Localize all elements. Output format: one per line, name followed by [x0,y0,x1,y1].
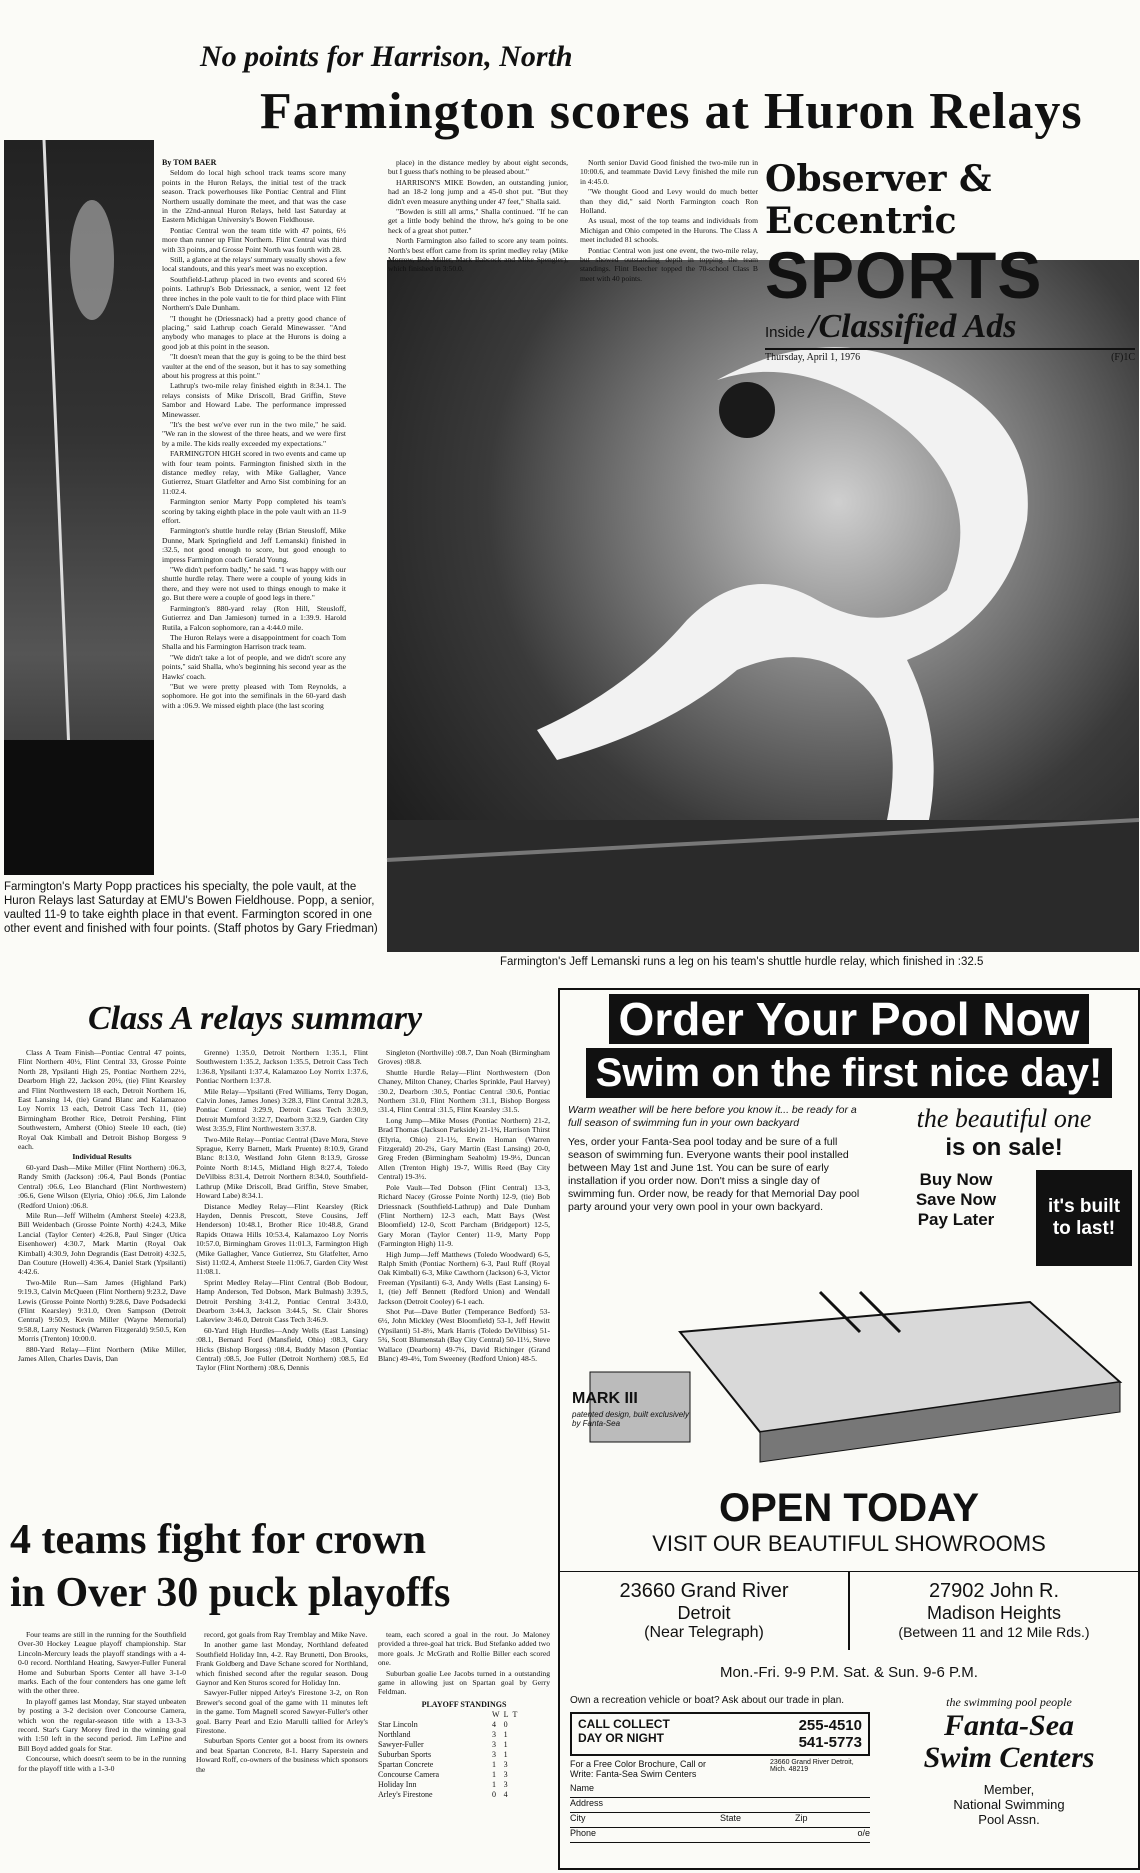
col-t: T [512,1710,518,1720]
result-entry: High Jump—Jeff Matthews (Toledo Woodward) 6-5, Ralph Smith (Pontiac Northern) 6-3, Paul Ruff (Royal Oak Kimball) 6-3, Mike Cawthorn (Jackson) 6-3, Victor Freeman (Ypsilanti) 6-3, Andy Wells (East Lansing) 6-1, (tie) Jeff Bennett (Redford Union) and Wendall Jackson (Detroit Cooley) 6-1 each. [378,1249,550,1306]
table-row [378,1780,521,1790]
result-entry: Shuttle Hurdle Relay—Flint Northwestern (Don Chaney, Milton Chaney, Charles Sprinkle, Paul Harvey) :30.2, Dearborn :30.5, Pontiac Central :30.6, Pontiac Northern :31.0, Flint Northern :31.1, Bishop Borgess :31.4, Flint Central :31.5, Flint Kearsley :31.5. [378,1067,550,1115]
hockey-headline-2: in Over 30 puck playoffs [10,1570,451,1616]
ties [512,1730,521,1740]
ties [512,1720,521,1730]
form-zip[interactable]: Zip [795,1813,808,1823]
summary-title: Class A relays summary [88,1000,423,1037]
hockey-column-1 [18,1630,186,1870]
ties [512,1790,521,1800]
wins: 1 [492,1760,496,1770]
standings-table [378,1710,521,1800]
form-phone[interactable]: Phone [570,1828,597,1838]
hockey-paragraph: Suburban goalie Lee Jacobs turned in a outstanding game in allowing just on Spartan goal by Gerry Feldman. [378,1668,550,1697]
story-column-1 [162,158,346,953]
popp-caption: Farmington's Marty Popp practices his specialty, the pole vault, at the Huron Relays last Saturday at EMU's Bowen Fieldhouse. Popp, a senior, vaulted 11-9 to take eighth place in that event. Farmington scored in one other event and finished with four points. (Staff photos by Gary Friedman) [4,881,378,935]
story-paragraph: "We thought Good and Levy would do much better than they did," said North Farmington coach Ron Holland. [580,187,758,216]
team-name: Holiday Inn [378,1780,417,1790]
result-entry: Sprint Medley Relay—Flint Central (Bob Bodour, Hamp Anderson, Ted Dobson, Mark Bulmash) 3:39.5, Detroit Pershing 3:41.2, Pontiac Central 3:43.0, Dearborn 3:44.3, Jackson 3:44.5, St. Clair Shores Lakeview 3:46.0, Detroit Cass Tech 3:46.9. [196,1277,368,1325]
visit-showrooms: VISIT OUR BEAUTIFUL SHOWROOMS [652,1531,1046,1556]
built-to-last-badge: it's built to last! [1036,1170,1132,1266]
team-finish: Class A Team Finish—Pontiac Central 47 points, Flint Northern 40½, Flint Central 33, Grosse Pointe North 28, Ypsilanti High 25, Pontiac Northern 22½, Dearborn High 22, Jackson 20½, (tie) Flint Kearsley and Flint Northwestern 18 each, Detroit Northern 16, East Lansing 14, (tie) Grand Blanc and Kalamazoo Loy Norrix 13 each, Detroit Cass Tech 11, (tie) Birmingham Brother Rice, Detroit Pershing, Flint Southwestern, Amherst (Ohio) Steele 10 each, (tie) Royal Oak Kimball and Detroit Bishop Borgess 9 each. [18,1048,186,1152]
story-paragraph: Farmington senior Marty Popp completed his team's scoring by taking eighth place in the pole vault with an 11-9 effort. [162,497,346,526]
team-name: Star Lincoln [378,1720,418,1730]
story-paragraph: The Huron Relays were a disappointment for coach Tom Shalla and his Farmington Harrison track team. [162,632,346,652]
hockey-paragraph: Concourse, which doesn't seem to be in the running for the playoff title with a 1-3-0 [18,1754,186,1773]
paper-name: Observer & Eccentric [765,158,992,242]
on-sale-label: is on sale! [945,1134,1063,1161]
pole-vault-figure [4,140,154,875]
story-paragraph: North Farmington also failed to score any team points. North's best effort came from its sprint medley relay (Mike Morrow, Bob Miller, Mark Babcock and Mike Spengler), which finished in 3:50.0. [388,236,568,274]
losses: 0 [503,1720,508,1730]
losses: 1 [503,1750,508,1760]
story-paragraph: HARRISON'S MIKE Bowden, an outstanding junior, had an 18-2 long jump and a 45-0 shot put. "But they didn't even measure anything under 47 feet," Shalla said. [388,177,568,206]
pay-later-label: Pay Later [917,1210,995,1229]
ties [512,1740,521,1750]
standings-title: PLAYOFF STANDINGS [421,1699,507,1709]
page-number: (F)1C [1111,352,1135,363]
wins: 1 [492,1770,496,1780]
ad-headline-1: Order Your Pool Now [609,994,1090,1044]
store-hours: Mon.-Fri. 9-9 P.M. Sat. & Sun. 9-6 P.M. [720,1664,978,1681]
location-2-note: (Between 11 and 12 Mile Rds.) [898,1624,1090,1640]
hockey-paragraph: Suburban Sports Center got a boost from its owners and beat Spartan Concrete, 8-1. Harry Saperstein and Howard Roff, co-owners of the business which sponsors the [196,1736,368,1774]
brand-name-2: Swim Centers [923,1741,1095,1774]
wins: 4 [492,1720,496,1730]
trade-in-note: Own a recreation vehicle or boat? Ask about our trade in plan. [570,1695,845,1706]
losses: 4 [503,1790,508,1800]
byline: By TOM BAER [162,158,217,167]
member-line-3: Pool Assn. [978,1812,1040,1827]
inside-label: Inside [765,324,806,341]
phone-2: 541-5773 [798,1734,862,1751]
table-row [378,1760,521,1770]
hockey-paragraph: team, each scored a goal in the rout. Jo Maloney provided a three-goal hat trick. Bud Stefanko added two more goals. Jc McGrath and Rollie Biller each scored one. [378,1630,550,1668]
hockey-paragraph: In another game last Monday, Northland defeated Southfield Holiday Inn, 4-2. Ray Brunetti, Don Brooks, Frank Goldberg and Dave Schane scored for Northland, which finished second after the regular season. Doug Gaynor and Ken Sturos scored for Holiday Inn. [196,1640,368,1688]
hockey-paragraph: record, got goals from Ray Tremblay and Mike Nave. [204,1630,368,1639]
ad-headline-2: Swim on the first nice day! [586,1048,1113,1098]
brochure-address: 23660 Grand River Detroit, Mich. 48219 [770,1759,854,1773]
team-name: Concourse Camera [378,1770,440,1780]
phone-1: 255-4510 [798,1717,862,1734]
team-name: Arley's Firestone [378,1790,433,1800]
wins: 3 [492,1750,496,1760]
hockey-column-3 [378,1630,550,1870]
story-paragraph: As usual, most of the top teams and individuals from Michigan and Ohio competed in the Hurons. The Class A meet included 81 schools. [580,216,758,245]
losses: 3 [503,1760,508,1770]
col-l: L [503,1710,509,1720]
hurdle-photo [387,260,1139,952]
form-address[interactable]: Address [570,1798,870,1813]
col-w: W [492,1710,500,1720]
result-entry: Grenne) 1:35.0, Detroit Northern 1:35.1, Flint Southwestern 1:35.2, Jackson 1:35.5, Detroit Cass Tech 1:36.8, Ypsilanti 1:37.4, Kalamazoo Loy Norrix 1:37.6, Pontiac Northern 1:37.8. [196,1048,368,1086]
result-entry: Long Jump—Mike Moses (Pontiac Northern) 21-2, Brad Thomas (Jackson Parkside) 21-1¾, Harrison Thirst (Elyria, Ohio) 21-1½, Erwin Homan (Warren Fitzgerald) 20-2¼, Gary Martin (East Lansing) 20-0, Greg Freden (Birmingham Seaholm) 19-9½, Duncan Allen (Trenton High) 19-7, Willis Reed (Bay City Central) 19-3½. [378,1115,550,1182]
result-entry: Pole Vault—Ted Dobson (Flint Central) 13-3, Richard Nacey (Grosse Pointe North) 12-9, (tie) Bob Driessnack (Southfield-Lathrup) and Dale Dunham (Flint Northern) 12-3 each, Matt Bays (West Bloomfield) 12-0, Scott Parcham (Bridgeport) 12-5, Gary Moran (Taylor Center) 11-9, Marty Popp (Farmington High) 11-9. [378,1182,550,1249]
call-collect: CALL COLLECT [578,1717,670,1731]
coupon-form [570,1783,870,1843]
result-entry: Mile Relay—Ypsilanti (Fred Williams, Terry Dogan, Calvin Jones, James Jones) 3:28.3, Flint Central 3:28.3, Pontiac Central 3:29.9, Detroit Cass Tech 3:30.9, Detroit Mumford 3:32.7, Dearborn 3:32.9, Garden City West 3:35.9, Flint Northwestern 3:37.8. [196,1086,368,1134]
table-row [378,1790,521,1800]
hockey-paragraph: Four teams are still in the running for the Southfield Over-30 Hockey League playoff championship. Star Lincoln-Mercury leads the playoff standings with a 4-0-0 record. Northland Heating, Sawyer-Fuller Funeral Home and Suburban Sports Center all have 3-1-0 marks. Each of the four contenders has one game left with the other three. [18,1630,186,1696]
result-entry: Mile Run—Jeff Wilhelm (Amherst Steele) 4:23.8, Bill Weidenbach (Grosse Pointe North) 4:24.3, Mike Lancial (Taylor Center) 4:26.8, Paul Singer (Utica Eisenhower) 4:30.7, Mark Martin (Royal Oak Kimball) 4:30.9, John Degrandis (East Detroit) 4:32.5, Dan Couture (Howell) 4:36.4, Daniel Stark (Ypsilanti) 4:42.6. [18,1210,186,1277]
result-entry: 880-Yard Relay—Flint Northern (Mike Miller, James Allen, Charles Davis, Dan [18,1344,186,1363]
location-1-note: (Near Telegraph) [644,1624,764,1641]
story-paragraph: "It's the best we've ever run in the two mile," he said. "We ran in the slowest of the three heats, and we were first by a mile. The kids really exceeded my expectations." [162,419,346,448]
location-2-address: 27902 John R. [928,1580,1060,1602]
member-line-1: Member, [983,1782,1035,1797]
table-row [378,1730,521,1740]
story-paragraph: Still, a glance at the relays' summary usually shows a few local standouts, and this year's meet was no exception. [162,255,346,274]
table-row [378,1720,521,1730]
losses: 3 [503,1770,508,1780]
result-entry: Shot Put—Dave Butler (Temperance Bedford) 53-6½, John Mickley (West Bloomfield) 53-1, Jeff Hewitt (Ypsilanti) 51-8½, Mark Harris (Toledo DeVilbiss) 51-5¾, Scott Blumenstah (Bay City Central) 50-11½, Steve Wallace (Dearborn) 49-7¼, David Richinger (Grand Blanc) 49-4½, Tom Sweeney (Redford Union) 48-5. [378,1306,550,1363]
model-note: patented design, built exclusively by Fanta-Sea [572,1410,689,1428]
pool-illustration [560,1272,1138,1462]
story-paragraph: Seldom do local high school track teams score many points in the Huron Relays, the initial test of the track season. Track powerhouses like Pontiac Central and Flint Northern usually dominate the meet, and that was the case in the 22nd-annual Huron Relays, held last Saturday at Eastern Michigan University's Bowen Fieldhouse. [162,168,346,225]
team-name: Suburban Sports [378,1750,432,1760]
pool-drawing [560,1272,1134,1462]
team-name: Sawyer-Fuller [378,1740,424,1750]
story-paragraph: North senior David Good finished the two-mile run in 10:00.6, and teammate David Levy finished the mile run in 4:45.0. [580,158,758,186]
team-name: Northland [378,1730,411,1740]
story-paragraph: Farmington's shuttle hurdle relay (Brian Steusloff, Mike Dunne, Mark Springfield and Jeff Lemanski) finished in :32.5, not good enough to score, but good enough to impress Farmington coach Gerald Young. [162,526,346,564]
location-1-city: Detroit [677,1603,731,1623]
story-paragraph: "We didn't take a lot of people, and we didn't score any points," said Shalla, who's beginning his second year as the Hawks' coach. [162,652,346,681]
hockey-paragraph: Sawyer-Fuller nipped Arley's Firestone 3-2, on Ron Brewer's second goal of the game with 11 minutes left in the game. Tom Magnell scored Sawyer-Fuller's other goal. Barry Pearl and Ezio Marulli tallied for Arley's Firestone. [196,1688,368,1736]
hockey-headline-1: 4 teams fight for crown [10,1517,427,1563]
issue-date: Thursday, April 1, 1976 [765,352,861,363]
form-code: o/e [857,1828,870,1838]
location-1-address: 23660 Grand River [619,1580,789,1602]
team-name: Spartan Concrete [378,1760,434,1770]
day-or-night: DAY OR NIGHT [578,1731,665,1745]
call-box [570,1712,870,1756]
result-entry: Singleton (Northville) :08.7, Dan Noah (Birmingham Groves) :08.8. [378,1048,550,1067]
lemanski-caption: Farmington's Jeff Lemanski runs a leg on his team's shuttle hurdle relay, which finished in :32.5 [500,956,984,968]
result-entry: 60-Yard High Hurdles—Andy Wells (East Lansing) :08.1, Bernard Ford (Mansfield, Ohio) :08.3, Gary Hicks (Bishop Borgess) :08.4, Buddy Mason (Pontiac Central) :08.5, Joe Fuller (Detroit Northern) :08.5, Ed Taylor (Flint Northern) :08.6, Dennis [196,1325,368,1373]
beautiful-one-label: the beautiful one [916,1104,1092,1133]
table-row [378,1740,521,1750]
story-paragraph: "But we were pretty pleased with Tom Reynolds, a sophomore. He got into the semifinals in the 60-yard dash with a :06.9. We missed eighth place (the last scoring [162,681,346,710]
result-entry: Two-Mile Relay—Pontiac Central (Dave Mora, Steve Sprague, Kerry Barnett, Mark Pruente) 8:10.9, Grand Blanc 8:13.0, Westland John Glenn 8:13.9, Grosse Pointe North 8:14.5, Midland High 8:27.4, Toledo DeVilbiss 8:31.4, Detroit Northern 8:34.0, Southfield-Lathrup (Mike Driscoll, Brad Griffin, Steve Smaber, Howard Labe) 8:34.1. [196,1134,368,1201]
form-city[interactable]: City [570,1813,586,1823]
story-paragraph: Lathrup's two-mile relay finished eighth in 8:34.1. The relays consists of Mike Driscoll, Brad Griffin, Steve Sambor and Howard Labe. The performance impressed Minewasser. [162,381,346,419]
story-column-3 [580,158,758,283]
form-name[interactable]: Name [570,1783,870,1798]
result-entry: 60-yard Dash—Mike Miller (Flint Northern) :06.3, Randy Smith (Jackson) :06.4, Paul Bonds (Pontiac Central) :06.6, Leo Blanchard (Flint Northwestern) :06.6, Gene Wilson (Elyria, Ohio) :06.6, Jim Lalonde (Redford Union) :06.8. [18,1162,186,1210]
pool-advertisement [558,988,1140,1870]
form-state[interactable]: State [720,1813,742,1823]
brochure-note: For a Free Color Brochure, Call or Write: Fanta-Sea Swim Centers [570,1759,707,1779]
summary-column-1 [18,1048,186,1506]
ad-body-copy: Yes, order your Fanta-Sea pool today and be sure of a full season of swimming fun. Everyone wants their pool installed between May 1st and June 1st. You can be sure of early installation if you order now. Don't miss a single day of swimming fun. Order now, be ready for that Memorial Day pool party around your very own pool in your own backyard. [568,1136,860,1213]
member-line-2: National Swimming [953,1797,1065,1812]
story-paragraph: Farmington's 880-yard relay (Ron Hill, Steusloff, Gutierrez and Dan Jamieson) turned in a 1:39.9. Harold Rutila, a Falcon sophomore, ran a 4:44.0 mile. [162,603,346,632]
main-headline: Farmington scores at Huron Relays [260,83,1083,140]
story-paragraph: Southfield-Lathrup placed in two events and scored 6½ points. Lathrup's Bob Driessnack, a senior, went 12 feet three inches in the pole vault to tie for third place with Flint Northern's Dale Dunham. [162,274,346,313]
individual-results-head: Individual Results [72,1152,132,1162]
brand-name-1: Fanta-Sea [943,1709,1075,1742]
ties [512,1780,521,1790]
wins: 3 [492,1730,496,1740]
result-entry: Two-Mile Run—Sam James (Highland Park) 9:19.3, Calvin McQueen (Flint Northern) 9:23.2, Dave Lewis (Grosse Pointe North) 9:28.6, Dave Podsadecki (Flint Kearsley) 9:31.0, Oren Sampson (Detroit Central) 9:50.9, Kevin Miller (Wayne Memorial) 9:58.8, Larry Nestuck (Warren Fitzgerald) 9:50.5, Ken Morris (Trenton) 10:00.0. [18,1277,186,1344]
hurdler-figure [387,260,1139,952]
story-paragraph: "We didn't perform badly," he said. "I was happy with our shuttle hurdle relay. There were a couple of young kids in there, and they were not used to things enough to make it go. But there were a couple of good legs in there." [162,565,346,603]
summary-column-3 [378,1048,550,1506]
pole-vault-photo [4,140,154,875]
table-row [378,1770,521,1780]
hockey-paragraph: In playoff games last Monday, Star stayed unbeaten by posting a 3-2 decision over Concourse Camera, which won the regular-season title with a 13-3-3 record. Star's Gary Morey fired in the winning goal with 1:50 left in the second period. Jim LePine and Bill Boyd added goals for Star. [18,1696,186,1753]
story-paragraph: "Bowden is still all arms," Shalla continued. "If he can get a little body behind the throw, he's going to be one heck of a great shot putter." [388,207,568,235]
location-2-city: Madison Heights [926,1603,1062,1623]
losses: 1 [503,1740,508,1750]
model-name: MARK III [572,1390,638,1407]
buy-now-label: Buy Now [919,1170,993,1189]
story-paragraph: "I thought he (Driessnack) had a pretty good chance of placing," said Lathrup coach Gerald Minewasser. "And anybody who manages to place at the Hurons is doing a good job at this point in the season. [162,313,346,351]
summary-column-2 [196,1048,368,1506]
section-title: SPORTS [765,238,1043,312]
wins: 1 [492,1780,496,1790]
losses: 1 [503,1730,508,1740]
wins: 0 [492,1790,496,1800]
script-line: the swimming pool people [946,1695,1072,1709]
story-paragraph: Pontiac Central won the team title with 47 points, 6½ more than runner up Flint Northern. Flint Central was third with 33 points, and Grosse Point North was fourth with 28. [162,225,346,254]
losses: 3 [503,1780,508,1790]
story-paragraph: "It doesn't mean that the guy is going to be the third best vaulter at the end of the season, but it has to say something about his progress at this point." [162,352,346,380]
ad-tagline: Warm weather will be here before you know it... be ready for a full season of swimming fun in your own backyard [568,1104,857,1129]
story-paragraph: FARMINGTON HIGH scored in two events and came up with four team points. Farmington finished sixth in the distance medley relay, with Mike Gallagher, Vance Gutierrez, Stuart Glatfelter and Arno Sist combining for an 11:02.4. [162,449,346,496]
kicker-headline: No points for Harrison, North [200,40,573,73]
story-paragraph: place) in the distance medley by about eight seconds, but I guess that's nothing to be pleased about." [388,158,568,177]
dateline [765,348,1135,363]
hockey-column-2 [196,1630,368,1870]
table-row [378,1750,521,1760]
ties [512,1750,521,1760]
result-entry: Distance Medley Relay—Flint Kearsley (Rick Hayden, Dennis Prescott, Steve Cousins, Jeff Henderson) 10:48.1, Brother Rice 10:48.8, Grand Rapids Ottawa Hills 10:53.4, Kalamazoo Loy Norris 10:57.0, Birmingham Groves 11:01.3, Farmington High (Mike Gallagher, Vance Gutierrez, Stu Glatfelter, Arno Sist) 11:02.4, Amherst Steele 11:06.7, Garden City West 11:08.1. [196,1201,368,1277]
section-masthead [765,158,1135,363]
ties [512,1760,521,1770]
wins: 3 [492,1740,496,1750]
save-now-label: Save Now [915,1190,997,1209]
open-today: OPEN TODAY [718,1486,980,1530]
classified-label: /Classified Ads [809,308,1017,345]
story-paragraph: Pontiac Central won just one event, the two-mile relay, but showed outstanding depth in topping the team standings. Flint Beecher topped the 70-school Class B meet with 40 points. [580,245,758,283]
story-column-2 [388,158,568,274]
standings-header-row [378,1710,521,1720]
ties [512,1770,521,1780]
